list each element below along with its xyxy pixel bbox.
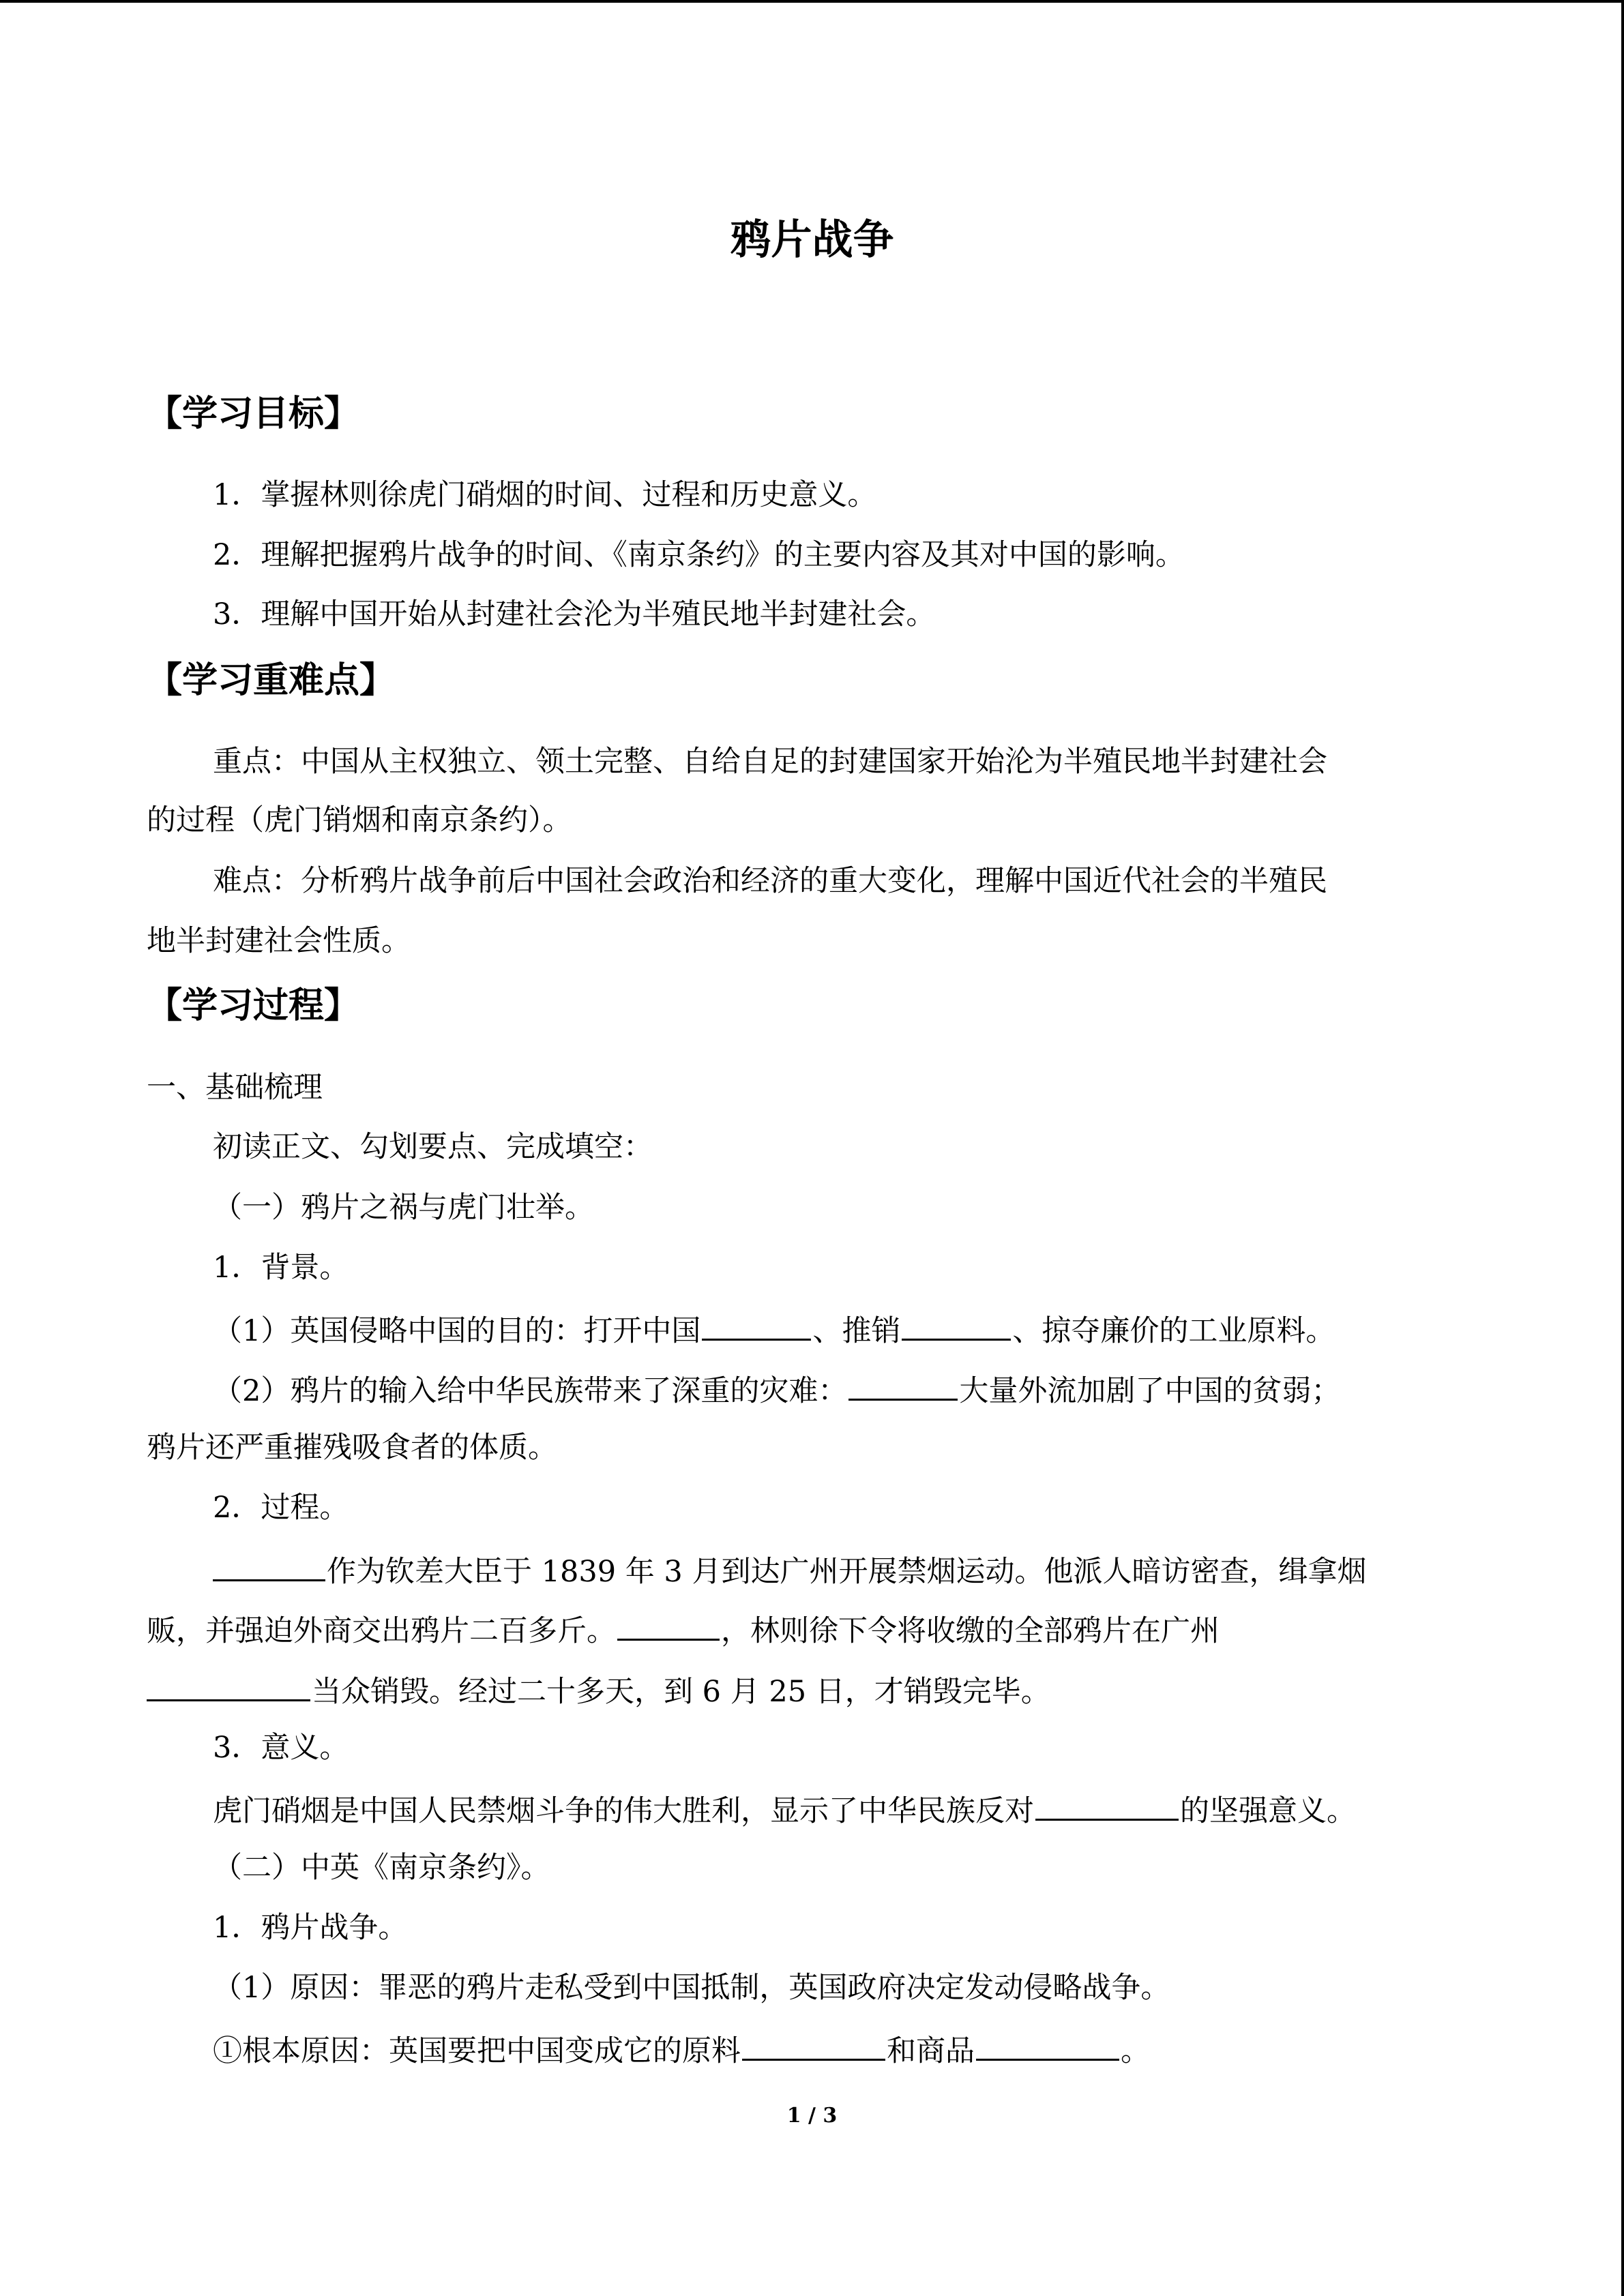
objective-item-2: 2．理解把握鸦片战争的时间、《南京条约》的主要内容及其对中国的影响。 bbox=[213, 538, 1185, 572]
root-text-b: 和商品 bbox=[887, 2034, 975, 2068]
mean-text-a: 虎门硝烟是中国人民禁烟斗争的伟大胜利，显示了中华民族反对 bbox=[213, 1794, 1034, 1828]
difficulty-line-2: 地半封建社会性质。 bbox=[147, 924, 411, 958]
bg2-text-b: 大量外流加剧了中国的贫弱； bbox=[959, 1374, 1341, 1408]
mean-text-b: 的坚强意义。 bbox=[1180, 1794, 1356, 1828]
bg1-text-b: 、推销 bbox=[812, 1314, 901, 1348]
process-line-2 bbox=[147, 1607, 1220, 1652]
blank-aggression[interactable] bbox=[1035, 1787, 1179, 1821]
blank-date[interactable] bbox=[617, 1607, 720, 1641]
root-text-c: 。 bbox=[1121, 2034, 1150, 2068]
proc1-text: 作为钦差大臣于 1839 年 3 月到达广州开展禁烟运动。他派人暗访密查，缉拿烟 bbox=[327, 1555, 1367, 1589]
bg2-text-a: （2）鸦片的输入给中华民族带来了深重的灾难： bbox=[213, 1374, 848, 1408]
blank-location[interactable] bbox=[147, 1668, 310, 1701]
background-item-2-cont: 鸦片还严重摧残吸食者的体质。 bbox=[147, 1431, 557, 1465]
proc2-text-b: ，林则徐下令将收缴的全部鸦片在广州 bbox=[721, 1614, 1220, 1648]
blank-commissioner[interactable] bbox=[213, 1548, 325, 1581]
page-number: 1 / 3 bbox=[786, 2104, 838, 2128]
bg1-text-c: 、掠夺廉价的工业原料。 bbox=[1012, 1314, 1335, 1348]
blank-goods[interactable] bbox=[902, 1307, 1011, 1341]
meaning-heading: 3．意义。 bbox=[213, 1731, 349, 1765]
cause-line: （1）原因：罪恶的鸦片走私受到中国抵制，英国政府决定发动侵略战争。 bbox=[213, 1971, 1170, 2005]
bg1-text-a: （1）英国侵略中国的目的：打开中国 bbox=[213, 1314, 701, 1348]
root-cause-line bbox=[213, 2027, 1150, 2072]
process-line-1 bbox=[213, 1548, 1366, 1592]
blank-silver[interactable] bbox=[848, 1367, 958, 1401]
section-heading-process: 【学习过程】 bbox=[147, 985, 360, 1026]
blank-supply[interactable] bbox=[742, 2027, 885, 2061]
key-point-line-1: 重点：中国从主权独立、领土完整、自给自足的封建国家开始沦为半殖民地半封建社会 bbox=[213, 745, 1327, 779]
page-border-top bbox=[0, 0, 1624, 3]
root-text-a: ①根本原因：英国要把中国变成它的原料 bbox=[213, 2034, 741, 2068]
subsection-1-title: （一）鸦片之祸与虎门壮举。 bbox=[213, 1191, 594, 1225]
section-heading-key-points: 【学习重难点】 bbox=[147, 660, 396, 701]
instruction-text: 初读正文、勾划要点、完成填空： bbox=[213, 1130, 653, 1164]
background-heading: 1．背景。 bbox=[213, 1251, 349, 1285]
proc3-text: 当众销毁。经过二十多天，到 6 月 25 日，才销毁完毕。 bbox=[312, 1675, 1050, 1709]
proc2-text-a: 贩，并强迫外商交出鸦片二百多斤。 bbox=[147, 1614, 616, 1648]
subsection-2-title: （二）中英《南京条约》。 bbox=[213, 1851, 550, 1885]
section-heading-objectives: 【学习目标】 bbox=[147, 393, 360, 434]
background-item-2 bbox=[213, 1367, 1340, 1412]
process-line-3 bbox=[147, 1668, 1050, 1712]
war-heading: 1．鸦片战争。 bbox=[213, 1911, 408, 1945]
page-title: 鸦片战争 bbox=[730, 216, 894, 264]
objective-item-3: 3．理解中国开始从封建社会沦为半殖民地半封建社会。 bbox=[213, 597, 936, 631]
process-heading: 2．过程。 bbox=[213, 1491, 349, 1525]
objective-item-1: 1．掌握林则徐虎门硝烟的时间、过程和历史意义。 bbox=[213, 478, 877, 512]
blank-market-2[interactable] bbox=[976, 2027, 1119, 2061]
blank-market[interactable] bbox=[702, 1307, 811, 1341]
meaning-line bbox=[213, 1787, 1356, 1832]
difficulty-line-1: 难点：分析鸦片战争前后中国社会政治和经济的重大变化，理解中国近代社会的半殖民 bbox=[213, 864, 1327, 898]
page-border-right bbox=[1621, 0, 1624, 2296]
key-point-line-2: 的过程（虎门销烟和南京条约）。 bbox=[147, 803, 572, 837]
background-item-1 bbox=[213, 1307, 1335, 1352]
part-basic-review: 一、基础梳理 bbox=[147, 1071, 323, 1105]
